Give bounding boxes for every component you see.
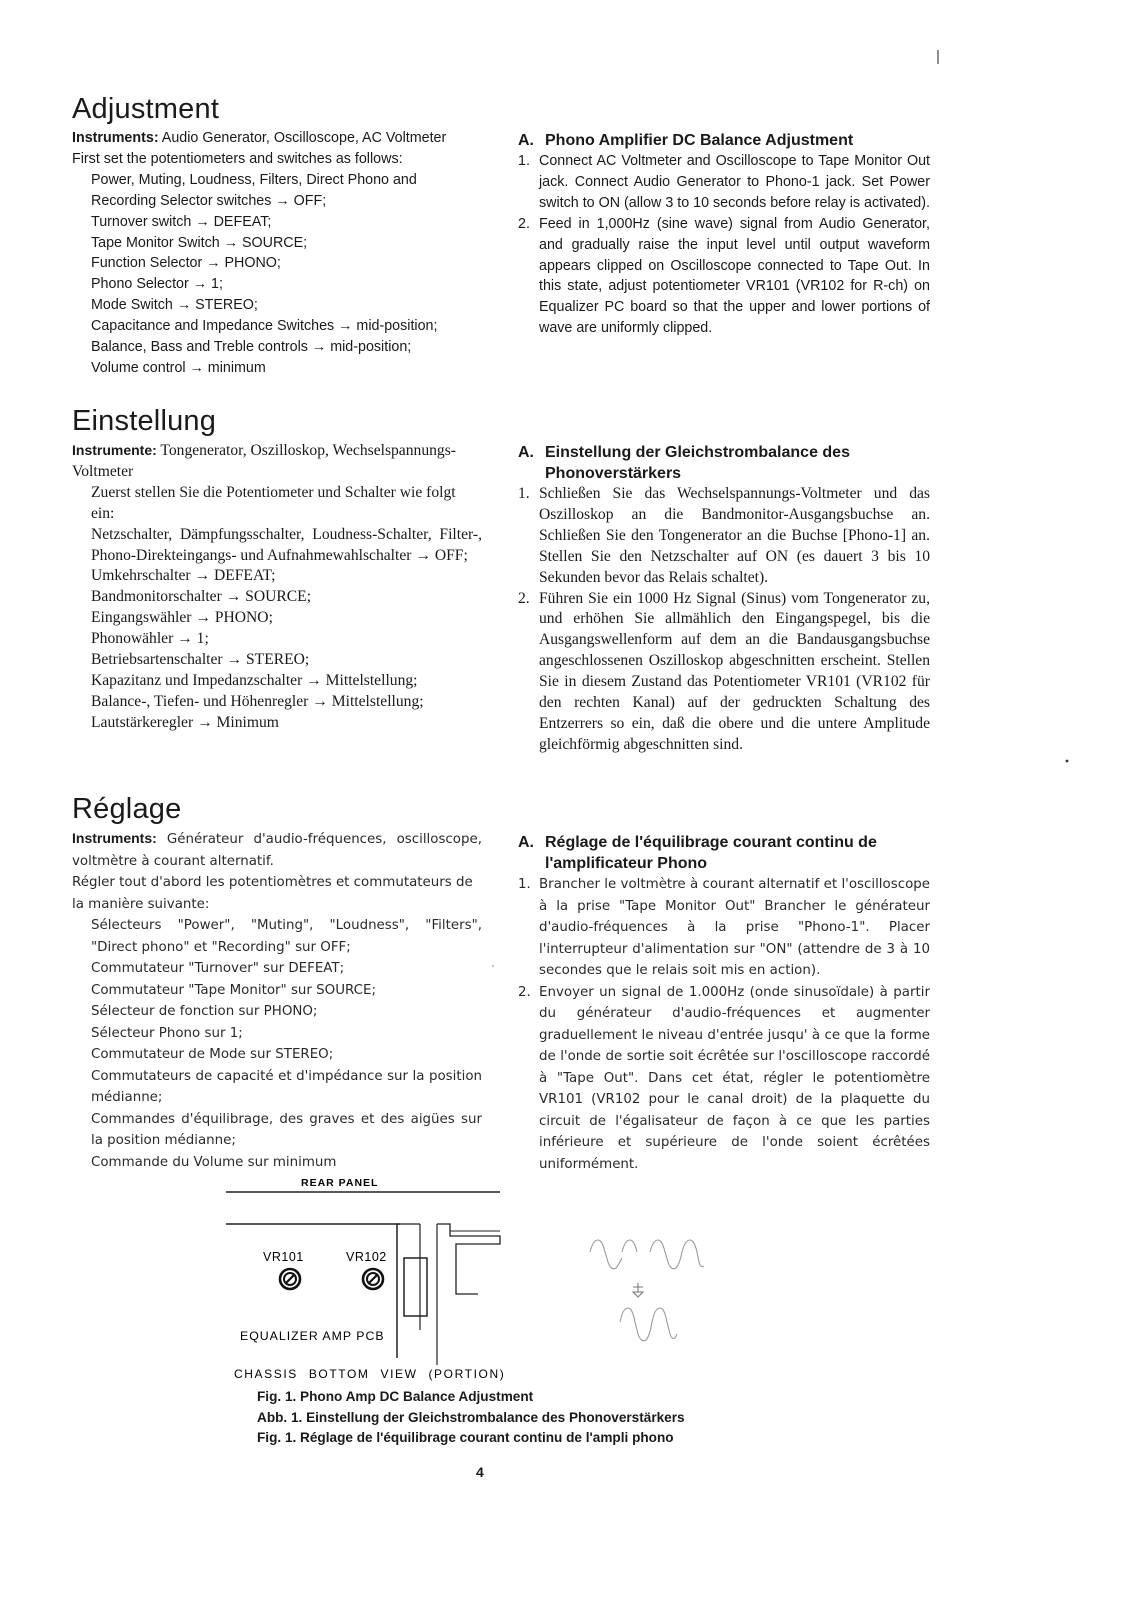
french-setting-item: Commutateurs de capacité et d'impédance sur la position médianne; xyxy=(91,1068,482,1105)
pcb-label: EQUALIZER AMP PCB xyxy=(240,1329,385,1343)
speck xyxy=(1066,760,1069,763)
caption-french: Fig. 1. Réglage de l'équilibrage courant continu de l'ampli phono xyxy=(257,1430,674,1445)
english-setting-item: Power, Muting, Loudness, Filters, Direct Phono and Recording Selector switches → OFF; xyxy=(91,171,417,209)
vr101-label: VR101 xyxy=(263,1250,304,1264)
german-setting-item: Phonowähler → 1; xyxy=(91,630,209,648)
french-setting-item: Commutateur de Mode sur STEREO; xyxy=(91,1047,334,1062)
french-title: Réglage xyxy=(72,793,182,825)
page-number: 4 xyxy=(476,1464,484,1480)
english-setting-item: Phono Selector → 1; xyxy=(91,276,223,293)
arrow-down-icon xyxy=(633,1283,643,1297)
vr102-trimmer xyxy=(363,1269,383,1289)
english-instruments-label: Instruments: xyxy=(72,130,159,146)
french-step: 2. Envoyer un signal de 1.000Hz (onde sinusoïdale) à partir du générateur d'audio-fréquences et augmenter graduellement le niveau d'entrée jusqu' à ce que la forme de l'onde de sortie soit écrêtée sur l'oscilloscope raccordé à "Tape Out". Dans cet état, régler le potentiomètre VR101 (VR102 pour le canal droit) de la plaquette du circuit de l'égalisateur de façon à ce que les parties inférieure et supérieure de l'onde soient écrêtées uniformément. xyxy=(518,984,930,1172)
english-section-title: A. Phono Amplifier DC Balance Adjustment xyxy=(518,132,854,149)
bracket-outline xyxy=(437,1224,500,1294)
german-setting-item: Balance-, Tiefen- und Höhenregler → Mittelstellung; xyxy=(91,692,424,710)
vr102-label: VR102 xyxy=(346,1250,387,1264)
english-setting-item: Function Selector → PHONO; xyxy=(91,255,281,272)
german-intro: Zuerst stellen Sie die Potentiometer und Schalter wie folgt ein: xyxy=(91,483,456,522)
french-setting-item: Commandes d'équilibrage, des graves et des aigües sur la position médianne; xyxy=(91,1111,482,1148)
french-setting-item: Sélecteurs "Power", "Muting", "Loudness", "Filters", "Direct phono" et "Recording" sur OFF; xyxy=(91,918,482,955)
english-setting-item: Volume control → minimum xyxy=(91,359,266,376)
german-title: Einstellung xyxy=(72,405,217,437)
french-setting-item: Commutateur "Turnover" sur DEFEAT; xyxy=(91,961,345,976)
english-setting-item: Balance, Bass and Treble controls → mid-position; xyxy=(91,339,412,356)
english-step: 2. Feed in 1,000Hz (sine wave) signal from Audio Generator, and gradually raise the input level until output waveform appears clipped on Oscilloscope connected to Tape Out. In this state, adjust potentiometer VR101 (VR102 for R-ch) on Equalizer PC board so that the upper and lower portions of wave are uniformly clipped. xyxy=(518,215,930,337)
french-intro: Régler tout d'abord les potentiomètres et commutateurs de la manière suivante: xyxy=(72,875,473,912)
french-step: 1. Brancher le voltmètre à courant alternatif et l'oscilloscope à la prise "Tape Monitor Out" Brancher le générateur d'audio-fréquences à la prise "Phono-1". Placer l'interrupteur d'alimentation sur "ON" (attendre de 3 à 10 secondes que le relais soit mis en action). xyxy=(518,877,930,978)
waveform-before-icon xyxy=(590,1240,704,1269)
connector xyxy=(404,1258,427,1316)
german-instruments-label: Instrumente: xyxy=(72,442,157,458)
german-setting-item: Kapazitanz und Impedanzschalter → Mittelstellung; xyxy=(91,671,418,689)
german-setting-item: Umkehrschalter → DEFEAT; xyxy=(91,567,276,585)
english-setting-item: Tape Monitor Switch → SOURCE; xyxy=(91,234,308,251)
vr101-trimmer xyxy=(280,1269,300,1289)
german-step: 2. Führen Sie ein 1000 Hz Signal (Sinus) vom Tongenerator zu, und erhöhen Sie allmählich den Eingangspegel, bis die Ausgangswellenform auf dem an die Bandausgangsbuchse angeschlossenen Oszilloskop abgeschnitten erscheint. Stellen Sie in diesem Zustand das Potentiometer VR101 (VR102 für den rechten Kanal) auf der gedruckten Schaltung des Entzerrers so ein, daß die obere und die untere Amplitude gleichförmig abgeschnitten sind. xyxy=(518,589,930,753)
french-setting-item: Sélecteur de fonction sur PHONO; xyxy=(91,1004,318,1019)
rear-panel-label: REAR PANEL xyxy=(301,1177,379,1189)
german-section-title: A. Einstellung der Gleichstrombalance des Phonoverstärkers xyxy=(518,444,850,482)
french-instruments-text: Générateur d'audio-fréquences, oscilloscope, voltmètre à courant alternatif. xyxy=(72,832,482,869)
english-instruments-text: Audio Generator, Oscilloscope, AC Voltmeter xyxy=(161,130,447,146)
german-step: 1. Schließen Sie das Wechselspannungs-Voltmeter und das Oszilloskop an die Bandmonitor-Ausgangsbuchse an. Schließen Sie den Tongenerator an die Buchse [Phono-1] an. Stellen Sie den Netzschalter auf ON (es dauert 3 bis 10 Sekunden bevor das Relais schaltet). xyxy=(518,485,930,586)
caption-english: Fig. 1. Phono Amp DC Balance Adjustment xyxy=(257,1389,534,1404)
english-title: Adjustment xyxy=(72,93,220,125)
french-setting-item: Commande du Volume sur minimum xyxy=(91,1154,337,1170)
view-label: CHASSIS BOTTOM VIEW (PORTION) xyxy=(234,1367,506,1381)
french-setting-item: Sélecteur Phono sur 1; xyxy=(91,1025,243,1041)
german-setting-item: Eingangswähler → PHONO; xyxy=(91,609,273,627)
french-setting-item: Commutateur "Tape Monitor" sur SOURCE; xyxy=(91,982,376,998)
english-intro: First set the potentiometers and switches as follows: xyxy=(72,150,403,167)
german-instruments-text: Tongenerator, Oszilloskop, Wechselspannungs-Voltmeter xyxy=(72,442,456,480)
waveform-after-icon xyxy=(620,1308,677,1341)
german-setting-item: Betriebsartenschalter → STEREO; xyxy=(91,651,310,669)
english-step: 1. Connect AC Voltmeter and Oscilloscope to Tape Monitor Out jack. Connect Audio Generator to Phono-1 jack. Set Power switch to ON (allow 3 to 10 seconds before relay is activated). xyxy=(518,153,930,211)
german-setting-item: Netzschalter, Dämpfungsschalter, Loudness-Schalter, Filter-, Phono-Direkteingangs- und Aufnahmewahlschalter → OFF; xyxy=(91,525,482,564)
caption-german: Abb. 1. Einstellung der Gleichstrombalance des Phonoverstärkers xyxy=(257,1409,685,1425)
english-setting-item: Capacitance and Impedance Switches → mid-position; xyxy=(91,318,438,335)
german-setting-item: Lautstärkeregler → Minimum xyxy=(91,713,279,731)
german-setting-item: Bandmonitorschalter → SOURCE; xyxy=(91,588,312,606)
english-setting-item: Mode Switch → STEREO; xyxy=(91,297,258,314)
french-section-title: A. Réglage de l'équilibrage courant continu de l'amplificateur Phono xyxy=(518,834,877,872)
french-instruments-label: Instruments: xyxy=(72,830,157,846)
english-setting-item: Turnover switch → DEFEAT; xyxy=(91,213,272,230)
figure-captions xyxy=(257,1387,877,1449)
